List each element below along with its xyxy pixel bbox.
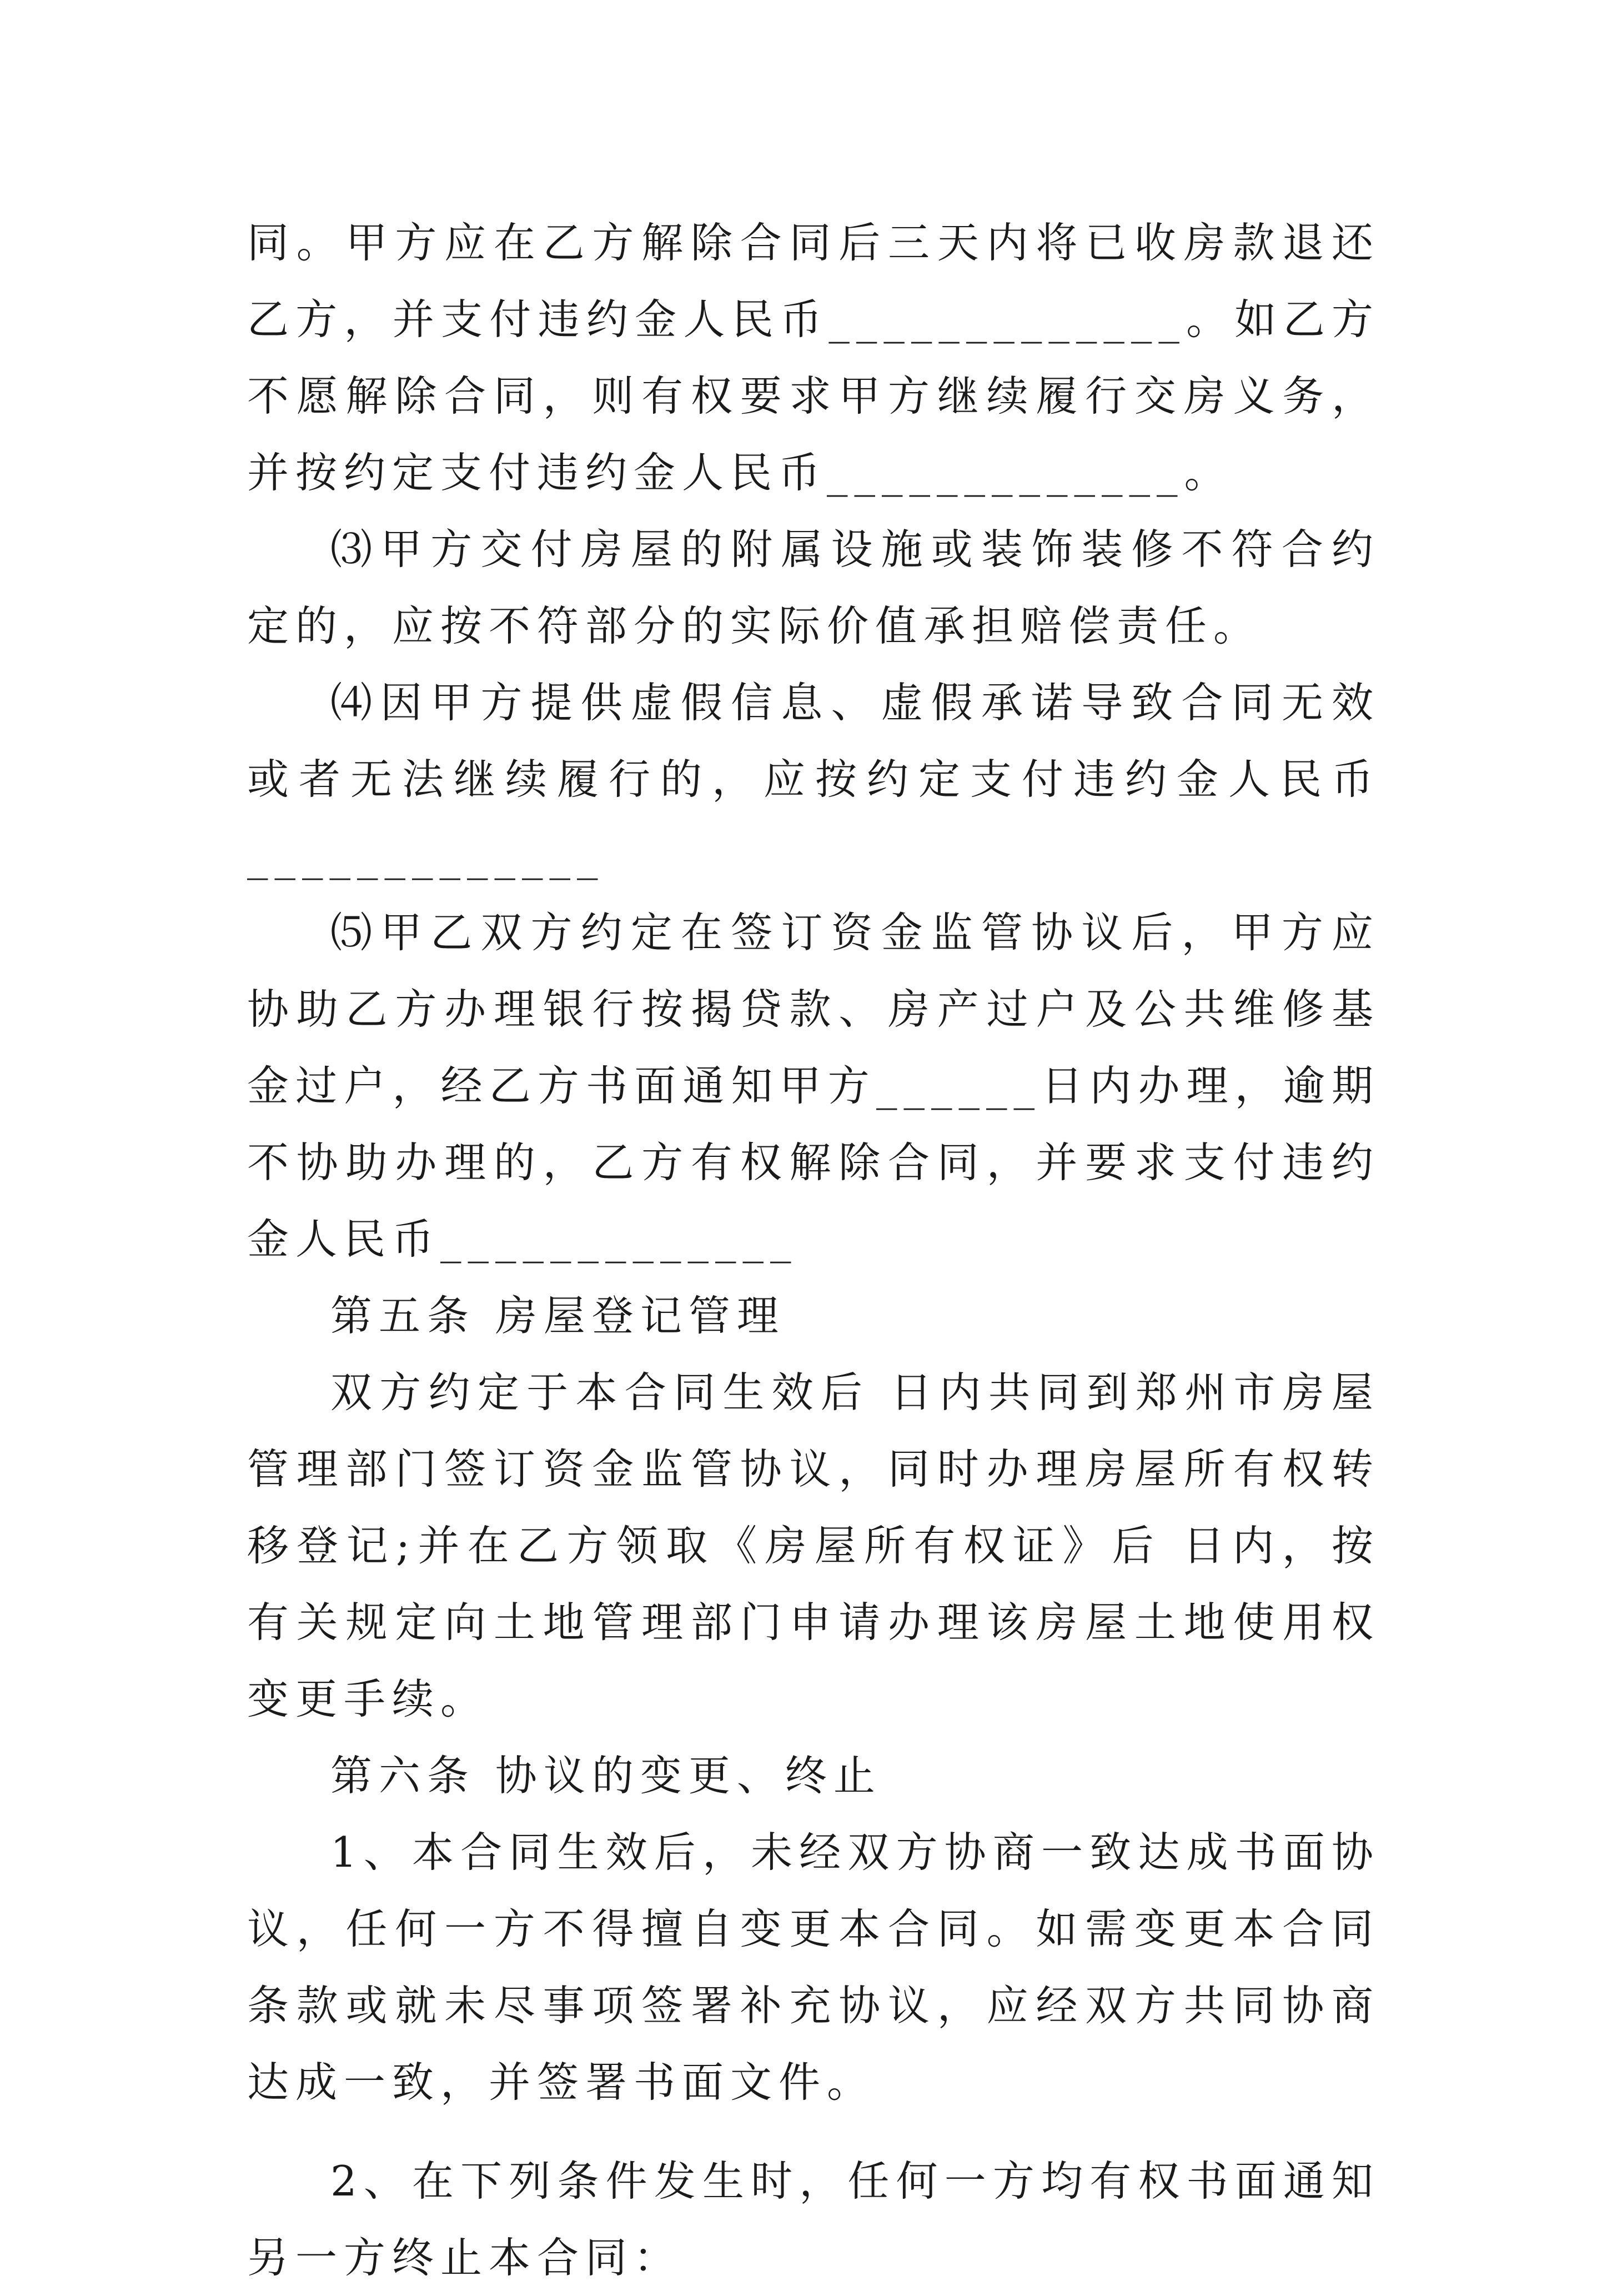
paragraph-clause-3: ⑶甲方交付房屋的附属设施或装饰装修不符合约定的，应按不符部分的实际价值承担赔偿责任。 xyxy=(247,525,1380,650)
paragraph-termination-2: 2、在下列条件发生时，任何一方均有权书面通知另一方终止本合同： xyxy=(247,2157,1380,2282)
document-body xyxy=(247,204,1380,2296)
paragraph-registration: 双方约定于本合同生效后 日内共同到郑州市房屋管理部门签订资金监管协议，同时办理房屋所有权转移登记;并在乙方领取《房屋所有权证》后 日内，按有关规定向土地管理部门申请办理该房屋土地使用权变更手续。 xyxy=(247,1368,1380,1723)
section-heading-article-6: 第六条 协议的变更、终止 xyxy=(330,1751,882,1800)
paragraph-refund-terms: 同。甲方应在乙方解除合同后三天内将已收房款退还乙方，并支付违约金人民币_____________。如乙方不愿解除合同，则有权要求甲方继续履行交房义务，并按约定支付违约金人民币_____________。 xyxy=(247,218,1380,497)
paragraph-clause-5: ⑸甲乙双方约定在签订资金监管协议后，甲方应协助乙方办理银行按揭贷款、房产过户及公共维修基金过户，经乙方书面通知甲方______日内办理，逾期不协助办理的，乙方有权解除合同，并要求支付违约金人民币_____________ xyxy=(247,908,1380,1264)
section-heading-article-5: 第五条 房屋登记管理 xyxy=(330,1291,785,1340)
paragraph-clause-4: ⑷因甲方提供虚假信息、虚假承诺导致合同无效或者无法继续履行的，应按约定支付违约金人民币_____________ xyxy=(247,678,1380,880)
paragraph-amendment-1: 1、本合同生效后，未经双方协商一致达成书面协议，任何一方不得擅自变更本合同。如需变更本合同条款或就未尽事项签署补充协议，应经双方共同协商达成一致，并签署书面文件。 xyxy=(247,1828,1380,2107)
